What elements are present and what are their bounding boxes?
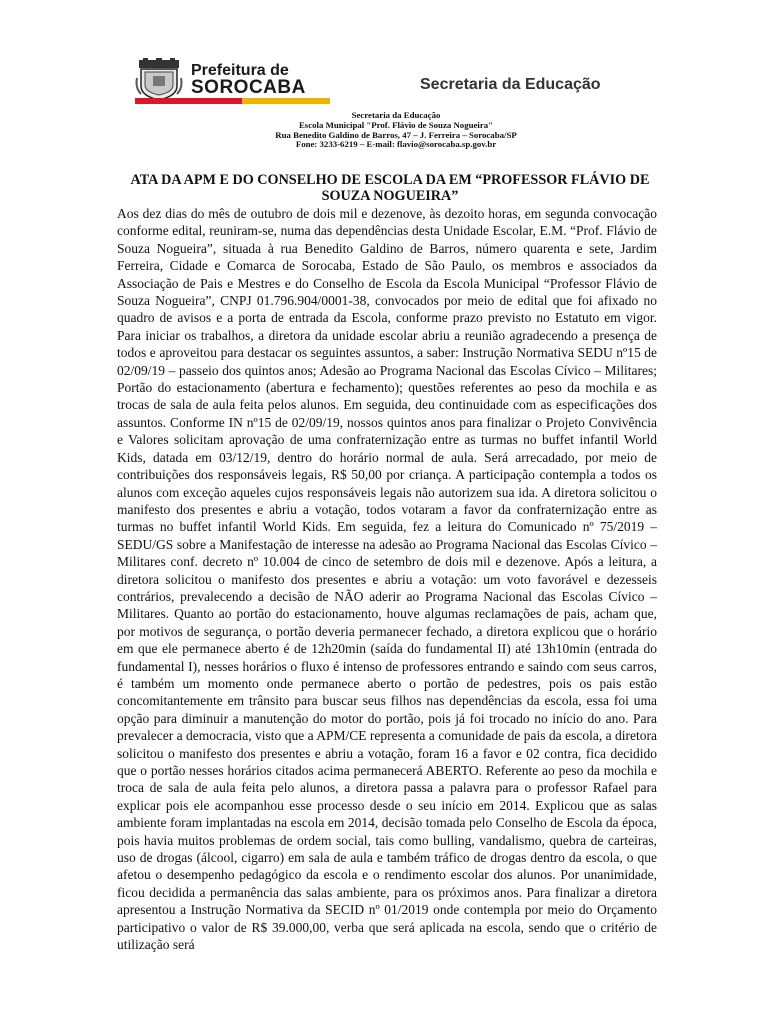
school-info-line-2: Escola Municipal "Prof. Flávio de Souza Nogueira" [298,119,494,130]
school-info [0,111,768,150]
prefeitura-logo [135,58,330,104]
school-info-address: Rua Benedito Galdino de Barros, 47 – J. Ferreira – Sorocaba/SP [275,129,517,140]
document-title: ATA DA APM E DO CONSELHO DE ESCOLA DA EM “PROFESSOR FLÁVIO DE SOUZA NOGUEIRA” [130,172,650,204]
school-info-contact: Fone: 3233-6219 – E-mail: flavio@sorocaba.sp.gov.br [295,139,497,150]
logo-text [191,62,306,96]
school-info-line-1: Secretaria da Educação [351,110,441,120]
secretaria-heading: Secretaria da Educação [420,76,601,93]
logo-color-band [135,98,330,104]
logo-line-2: SOROCABA [191,77,306,98]
logo-line-1: Prefeitura de [191,62,289,79]
page-header [0,0,768,110]
document-body: Aos dez dias do mês de outubro de dois mil e dezenove, às dezoito horas, em segunda convocação conforme edital, reuniram-se, numa das dependências desta Unidade Escolar, E.M. “Prof. Flávio de Souza Nogueira”, situada à rua Benedito Galdino de Barros, número quarenta e sete, Jardim Ferreira, Cidade e Comarca de Sorocaba, Estado de São Paulo, os membros e associados da Associação de Pais e Mestres e do Conselho de Escola da Escola Municipal “Professor Flávio de Souza Nogueira”, CNPJ 01.796.904/0001-38, convocados por meio de edital que foi afixado no quadro de avisos e a porta de entrada da Escola, conforme prazo previsto no Estatuto em vigor. Para iniciar os trabalhos, a diretora da unidade escolar abriu a reunião agradecendo a presença de todos e aproveitou para destacar os seguintes assuntos, a saber: Instrução Normativa SEDU nº15 de 02/09/19 – passeio dos quintos anos; Adesão ao Programa Nacional das Escolas Cívico – Militares; Portão do estacionamento (abertura e fechamento); questões referentes ao peso da mochila e as trocas de sala de aula feita pelos alunos. Em seguida, deu continuidade com as especificações dos assuntos. Conforme IN nº15 de 02/09/19, nossos quintos anos para finalizar o Projeto Convivência e Valores solicitam aprovação de uma confraternização entre as turmas no buffet infantil World Kids, datada em 03/12/19, dentro do horário normal de aula. Será arrecadado, por meio de contribuições dos responsáveis legais, R$ 50,00 por criança. A participação contempla a todos os alunos com exceção aqueles cujos responsáveis legais não autorizem sua ida. A diretora solicitou o manifesto dos presentes e abriu a votação, todos votaram a favor da confraternização entre as turmas no buffet infantil World Kids. Em seguida, fez a leitura do Comunicado nº 75/2019 – SEDU/GS sobre a Manifestação de interesse na adesão ao Programa Nacional das Escolas Cívico – Militares conf. decreto nº 10.004 de cinco de setembro de dois mil e dezenove. Após a leitura, a diretora solicitou o manifesto dos presentes e abriu a votação: um voto favorável e dezesseis contrários, prevalecendo a decisão de NÃO aderir ao Programa Nacional das Escolas Cívico – Militares. Quanto ao portão do estacionamento, houve algumas reclamações de pais, acham que, por motivos de segurança, o portão deveria permanecer fechado, a diretora explicou que o horário em que ele permanece aberto é de 12h20min (saída do fundamental II) até 13h10min (entrada do fundamental I), nesses horários o fluxo é intenso de professores entrando e saindo com seus carros, é também um momento onde permanece aberto o portão de pedestres, pois os pais estão concomitantemente em trânsito para buscar seus filhos nas dependências da escola, essa foi uma opção para diminuir a manutenção do motor do portão, pois já foi trocado no início do ano. Para prevalecer a democracia, visto que a APM/CE representa a comunidade de pais da escola, a diretora solicitou o manifesto dos presentes e abriu a votação, foram 16 a favor e 02 contra, fica decidido que o portão nesses horários citados acima permanecerá ABERTO. Referente ao peso da mochila e troca de sala de aula feita pelo alunos, a diretora passa a palavra para o professor Rafael para explicar pois ele acompanhou esse processo desde o seu início em 2014. Explicou que as salas ambiente foram implantadas na escola em 2014, decisão tomada pelo Conselho de Escola da época, pois havia muitos problemas de ordem social, tais como bulling, vandalismo, quebra de carteiras, uso de drogas (álcool, cigarro) em sala de aula e também tráfico de drogas dentro da escola, o que afetou o desempenho pedagógico da escola e o rendimento escolar dos alunos. Por unanimidade, ficou decidida a permanência das salas ambiente, para os próximos anos. Para finalizar a diretora apresentou a Instrução Normativa da SECID nº 01/2019 onde contempla por meio do Orçamento participativo o valor de R$ 39.000,00, verba que será aplicada na escola, sendo que o critério de utilização será [117,206,657,953]
